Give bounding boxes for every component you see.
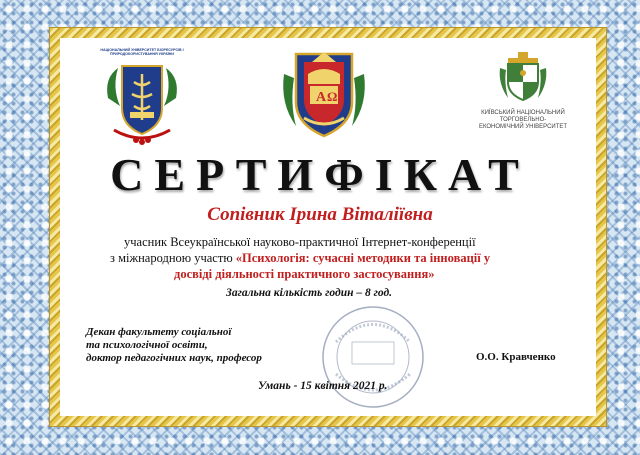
right-university-name: КИЇВСЬКИЙ НАЦІОНАЛЬНИЙ ТОРГОВЕЛЬНО-ЕКОНОМІЧНИЙ УНІВЕРСИТЕТ [478, 110, 568, 130]
dean-title-line1: Декан факультету соціальної [86, 326, 232, 338]
svg-text:Ω: Ω [327, 89, 338, 104]
participation-line: учасник Всеукраїнської науково-практичної Інтернет-конференції [124, 235, 476, 249]
dean-block [86, 326, 262, 365]
signer-name: О.О. Кравченко [476, 351, 556, 363]
dean-title-line2: та психологічної освіти, [86, 339, 208, 351]
conference-line [110, 251, 490, 266]
faculty-stamp-icon [318, 302, 428, 412]
place-and-date: Умань - 15 квітня 2021 р. [258, 380, 388, 392]
kneu-coat-of-arms-icon [496, 48, 550, 106]
conference-topic-part1: «Психологія: сучасні методики та інновації у [235, 251, 491, 265]
total-hours: Загальна кількість годин – 8 год. [226, 287, 393, 299]
international-participation-text: з міжнародною участю [110, 251, 236, 265]
certificate-title: СЕРТИФІКАТ [110, 149, 530, 200]
recipient-name: Сопівник Ірина Віталіївна [207, 204, 433, 225]
left-university-name: НАЦІОНАЛЬНИЙ УНІВЕРСИТЕТ БІОРЕСУРСІВ І ПРИРОДОКОРИСТУВАННЯ УКРАЇНИ [100, 48, 184, 57]
conference-topic-part2: досвіді діяльності практичного застосування» [174, 267, 435, 281]
nubip-coat-of-arms-icon [98, 58, 186, 148]
uman-university-emblem-icon [276, 44, 372, 140]
right-logo [478, 48, 568, 148]
left-logo [94, 44, 190, 148]
dean-title-line3: доктор педагогічних наук, професор [86, 352, 262, 364]
svg-text:A: A [316, 90, 327, 105]
center-logo [276, 44, 372, 140]
